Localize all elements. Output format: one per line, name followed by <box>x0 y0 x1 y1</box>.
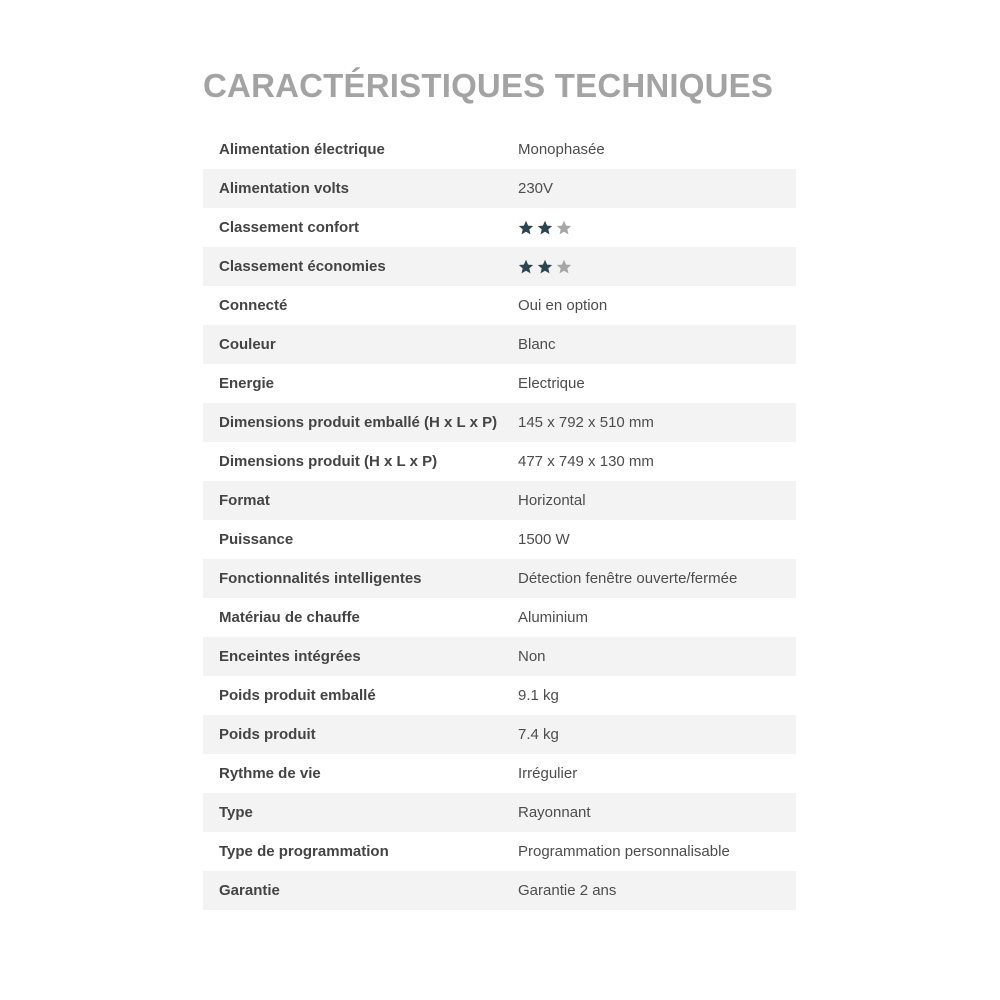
spec-value: 7.4 kg <box>518 726 559 743</box>
star-rating <box>518 259 796 275</box>
spec-label: Connecté <box>219 297 288 314</box>
spec-value: Blanc <box>518 336 556 353</box>
spec-label: Couleur <box>219 336 276 353</box>
star-empty-icon <box>556 259 572 275</box>
table-row <box>203 130 796 169</box>
spec-label: Matériau de chauffe <box>219 609 360 626</box>
table-row <box>203 832 796 871</box>
spec-label: Dimensions produit emballé (H x L x P) <box>219 414 498 431</box>
spec-label: Energie <box>219 375 275 392</box>
spec-label: Poids produit <box>219 726 316 743</box>
spec-label: Fonctionnalités intelligentes <box>219 570 422 587</box>
specs-table <box>203 130 796 910</box>
spec-value: Non <box>518 648 546 665</box>
table-row <box>203 403 796 442</box>
star-filled-icon <box>518 259 534 275</box>
star-filled-icon <box>518 220 534 236</box>
table-row <box>203 676 796 715</box>
table-row <box>203 442 796 481</box>
spec-label: Alimentation électrique <box>219 141 385 158</box>
star-empty-icon <box>556 220 572 236</box>
table-row <box>203 598 796 637</box>
spec-value: Garantie 2 ans <box>518 882 617 899</box>
spec-value: Rayonnant <box>518 804 591 821</box>
table-row <box>203 364 796 403</box>
spec-value: 477 x 749 x 130 mm <box>518 453 654 470</box>
spec-label: Puissance <box>219 531 294 548</box>
spec-value: Irrégulier <box>518 765 578 782</box>
spec-value: 145 x 792 x 510 mm <box>518 414 654 431</box>
star-filled-icon <box>537 220 553 236</box>
table-row <box>203 520 796 559</box>
table-row <box>203 559 796 598</box>
table-row <box>203 754 796 793</box>
spec-value: Monophasée <box>518 141 605 158</box>
spec-label: Classement confort <box>219 219 360 236</box>
spec-value: Détection fenêtre ouverte/fermée <box>518 570 738 587</box>
spec-label: Type de programmation <box>219 843 389 860</box>
spec-value: Programmation personnalisable <box>518 843 730 860</box>
spec-value: Electrique <box>518 375 585 392</box>
table-row <box>203 871 796 910</box>
table-row <box>203 481 796 520</box>
spec-label: Rythme de vie <box>219 765 321 782</box>
table-row <box>203 715 796 754</box>
table-row <box>203 208 796 247</box>
star-rating <box>518 220 796 236</box>
spec-label: Alimentation volts <box>219 180 350 197</box>
table-row <box>203 247 796 286</box>
spec-label: Format <box>219 492 270 509</box>
table-row <box>203 793 796 832</box>
table-row <box>203 637 796 676</box>
spec-label: Type <box>219 804 253 821</box>
spec-value: Oui en option <box>518 297 608 314</box>
table-row <box>203 286 796 325</box>
spec-label: Classement économies <box>219 258 386 275</box>
spec-label: Poids produit emballé <box>219 687 376 704</box>
spec-value: 230V <box>518 180 554 197</box>
spec-label: Dimensions produit (H x L x P) <box>219 453 438 470</box>
spec-value: Aluminium <box>518 609 589 626</box>
spec-label: Enceintes intégrées <box>219 648 361 665</box>
stars-container <box>518 259 796 275</box>
star-filled-icon <box>537 259 553 275</box>
spec-value: 9.1 kg <box>518 687 559 704</box>
spec-label: Garantie <box>219 882 280 899</box>
spec-value: 1500 W <box>518 531 570 548</box>
spec-value: Horizontal <box>518 492 586 509</box>
table-row <box>203 325 796 364</box>
page-title: CARACTÉRISTIQUES TECHNIQUES <box>203 67 774 104</box>
stars-container <box>518 220 796 236</box>
table-row <box>203 169 796 208</box>
